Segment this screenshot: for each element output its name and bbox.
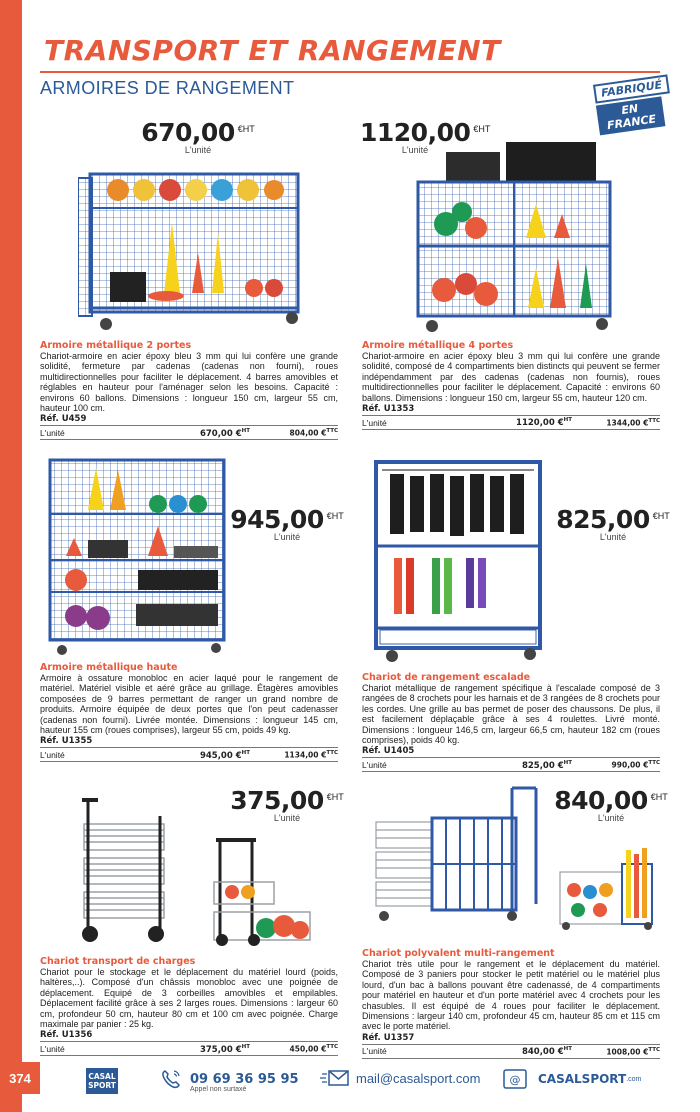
price-value: 670,00 [141, 118, 235, 147]
price-ttc: 990,00 € [611, 760, 649, 770]
price-ht: 840,00 € [521, 1046, 564, 1057]
price-row [362, 1045, 660, 1059]
price-ht-wrap [136, 428, 258, 439]
ttc-sup: TTC [648, 417, 660, 424]
price-unit: L'unité [401, 145, 429, 155]
svg-text:@: @ [509, 1073, 521, 1087]
product-chariot-escalade [362, 672, 660, 772]
price-ttc-wrap [580, 418, 660, 428]
price-suffix: €HT [473, 124, 491, 134]
ttc-sup: TTC [326, 1044, 338, 1051]
product-ref: Réf. U1356 [40, 1030, 93, 1041]
ht-sup: HT [563, 759, 572, 766]
price-suffix: €HT [652, 511, 670, 521]
price-ttc-wrap [258, 750, 338, 760]
ht-sup: HT [563, 1045, 572, 1052]
page-side-bar [0, 0, 22, 1112]
price-value: 1120,00 [360, 118, 471, 147]
product-ref: Réf. U1353 [362, 404, 415, 415]
email-icon [320, 1068, 350, 1088]
product-name: Chariot transport de charges [40, 956, 196, 967]
price-ht: 1120,00 € [516, 417, 564, 428]
price-row-label: L'unité [362, 417, 387, 428]
price-ht-wrap [136, 1044, 258, 1055]
phone-number: 09 69 36 95 95 [190, 1071, 299, 1087]
price-value: 945,00 [230, 505, 324, 534]
product-name: Chariot polyvalent multi-rangement [362, 948, 555, 959]
footer-email[interactable] [320, 1068, 480, 1088]
phone-icon [160, 1068, 182, 1090]
product-armoire-haute [40, 662, 338, 762]
price-ttc: 450,00 € [289, 1044, 327, 1054]
price-block [554, 505, 672, 542]
price-unit: L'unité [599, 532, 627, 542]
product-armoire-4-portes [362, 340, 660, 430]
logo-line-1: CASAL [88, 1072, 116, 1081]
web-icon [502, 1068, 528, 1090]
product-chariot-polyvalent [362, 948, 660, 1059]
price-row [40, 426, 338, 440]
product-description: Chariot pour le stockage et le déplacement du matériel lourd (poids, haltères,..). Composé d'un châssis monobloc avec une poignée de déplacement. Equipé de 3 corbeilles amovibles et empilables. Déplacement facilité grâce à ses 2 larges roues. Dimensions : largeur 60 cm, profondeur 50 cm, hauteur 80 cm et 100 cm avec poignée. Charge maximale par panier : 25 kg. [40, 967, 338, 1030]
product-description: Chariot métallique de rangement spécifique à l'escalade composé de 3 rangées de 8 crochets pour les harnais et de 3 rangées de 8 crochets pour les cordes. Une grille au bas permet de poser des chaussons. De plus, il est facilement déplaçable grâce à ses 4 roulettes. Livré monté. Dimensions : longueur 146,5 cm, largeur 66,5 cm, hauteur 182 cm (roues comprises), poids 40 kg. [362, 683, 660, 746]
badge-line-1: FABRIQUÉ [593, 74, 670, 103]
ht-sup: HT [241, 1043, 250, 1050]
price-suffix: €HT [237, 124, 255, 134]
armoire-4-portes-image [410, 138, 616, 334]
product-description: Armoire à ossature monobloc en acier laqué pour le rangement de matériel. Matériel visible et aéré grâce au grillage. Étagères amovibles composées de 9 barres permettant de ranger un grand nombre de produits. Armoire équipée de deux portes que l'on peut cadenasser (cadenas non fourni). Livrée montée. Dimensions : longueur 145 cm, hauteur 155 cm (roues comprises), largeur 55 cm, poids 49 kg. [40, 673, 338, 736]
price-value: 825,00 [556, 505, 650, 534]
price-row [40, 1042, 338, 1056]
ttc-sup: TTC [326, 428, 338, 435]
product-name: Armoire métallique 2 portes [40, 340, 192, 351]
price-ttc-wrap [580, 760, 660, 770]
website-name: CASALSPORT [538, 1072, 627, 1086]
badge-line-2: EN FRANCE [596, 96, 666, 135]
footer-website[interactable] [502, 1068, 641, 1090]
email-address: mail@casalsport.com [356, 1070, 481, 1086]
product-description: Chariot très utile pour le rangement et le déplacement du matériel. Composé de 3 paniers pour stocker le petit matériel ou le matériel plus lourd, d'un bac à ballons pouvant être cadenassé, de 4 compartiments pour matériel en hauteur et d'un porte matériel avec 4 crochets pour les chasubles. Il est équipé de 4 roues pour faciliter le déplacement. Dimensions : largeur 140 cm, profondeur 45 cm, hauteur 85 cm et 115 cm avec le porte matériel. [362, 959, 660, 1032]
price-row [40, 748, 338, 762]
product-armoire-2-portes [40, 340, 338, 440]
price-ht: 670,00 € [199, 428, 242, 439]
ttc-sup: TTC [648, 760, 660, 767]
product-ref: Réf. U1405 [362, 746, 415, 757]
product-name: Chariot de rangement escalade [362, 672, 531, 683]
casal-sport-logo [86, 1068, 118, 1094]
price-row [362, 416, 660, 430]
chariot-polyvalent-image [372, 784, 544, 924]
price-value: 840,00 [554, 786, 648, 815]
ht-sup: HT [241, 749, 250, 756]
price-ht-wrap [458, 1046, 580, 1057]
price-ht-wrap [458, 760, 580, 771]
price-block [228, 505, 346, 542]
price-unit: L'unité [184, 145, 212, 155]
price-row-label: L'unité [362, 759, 387, 770]
product-description: Chariot-armoire en acier époxy bleu 3 mm qui lui confère une grande solidité, fermeture par cadenas (cadenas non fourni), roues multidirectionnelles pour faciliter le déplacement. 4 barres amovibles et réglables en hauteur pour l'aménager selon les besoins. Capacité : environs 60 ballons. Dimensions : longueur 150 cm, largeur 55 cm, hauteur 100 cm. [40, 351, 338, 414]
phone-note: Appel non surtaxé [190, 1086, 247, 1093]
price-ht: 945,00 € [199, 750, 242, 761]
price-ht: 375,00 € [199, 1044, 242, 1055]
product-ref: Réf. U1357 [362, 1032, 415, 1043]
price-row [362, 758, 660, 772]
price-ttc: 804,00 € [289, 428, 327, 438]
logo-line-2: SPORT [88, 1081, 116, 1090]
title-divider [40, 71, 660, 73]
price-ttc: 1134,00 € [284, 750, 327, 760]
price-ttc-wrap [258, 428, 338, 438]
ht-sup: HT [563, 417, 572, 424]
price-unit: L'unité [597, 813, 625, 823]
price-ttc-wrap [258, 1044, 338, 1054]
price-unit: L'unité [273, 813, 301, 823]
price-ht-wrap [458, 417, 580, 428]
product-ref: Réf. U459 [40, 414, 87, 425]
price-value: 375,00 [230, 786, 324, 815]
price-ttc: 1008,00 € [606, 1047, 649, 1057]
armoire-haute-image [40, 456, 230, 656]
armoire-2-portes-image [78, 168, 304, 334]
website-suffix: .com [626, 1075, 642, 1083]
chariot-charges-image [74, 796, 174, 946]
made-in-france-badge [593, 74, 666, 135]
product-ref: Réf. U1355 [40, 736, 93, 747]
price-ttc-wrap [580, 1047, 660, 1057]
price-suffix: €HT [326, 511, 344, 521]
price-row-label: L'unité [40, 1043, 65, 1054]
page-number: 374 [0, 1062, 40, 1094]
price-row-label: L'unité [40, 749, 65, 760]
price-ttc: 1344,00 € [606, 418, 649, 428]
price-block [552, 786, 670, 823]
page-title: TRANSPORT ET RANGEMENT [44, 34, 501, 67]
price-suffix: €HT [326, 792, 344, 802]
ttc-sup: TTC [326, 750, 338, 757]
price-row-label: L'unité [40, 427, 65, 438]
footer-phone[interactable] [160, 1068, 299, 1093]
ttc-sup: TTC [648, 1046, 660, 1053]
price-suffix: €HT [650, 792, 668, 802]
product-chariot-charges [40, 956, 338, 1056]
price-block [138, 118, 258, 155]
price-ht-wrap [136, 750, 258, 761]
price-block [228, 786, 346, 823]
section-title: ARMOIRES DE RANGEMENT [40, 78, 295, 98]
chariot-escalade-image [370, 458, 546, 664]
chariot-charges-loaded-image [202, 836, 314, 948]
product-description: Chariot-armoire en acier époxy bleu 3 mm qui lui confère une grande solidité, composé de 4 compartiments bien distincts qui peuvent se fermer indépendamment par des cadenas (cadenas non fournis), roues multidirectionnelles pour faciliter le déplacement. Capacité : environs 60 ballons. Dimensions : longueur 150 cm, largeur 55 cm, hauteur 120 cm. [362, 351, 660, 403]
chariot-polyvalent-loaded-image [556, 846, 660, 932]
ht-sup: HT [241, 427, 250, 434]
price-row-label: L'unité [362, 1046, 387, 1057]
price-ht: 825,00 € [521, 760, 564, 771]
product-name: Armoire métallique 4 portes [362, 340, 514, 351]
price-unit: L'unité [273, 532, 301, 542]
product-name: Armoire métallique haute [40, 662, 178, 673]
